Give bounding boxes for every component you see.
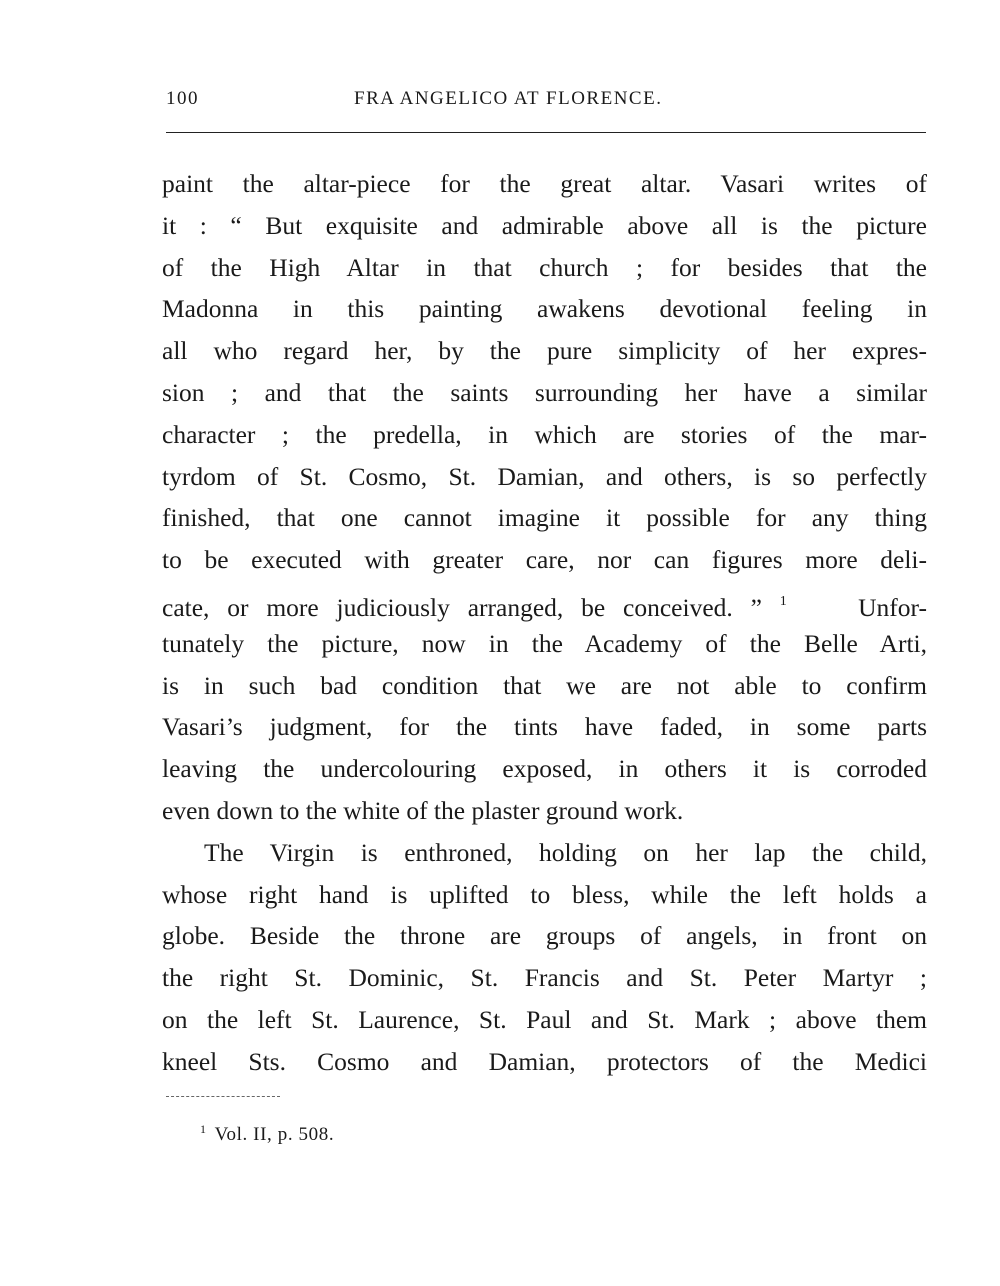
text-line: tyrdom of St. Cosmo, St. Damian, and others, is so perfectly	[162, 461, 927, 491]
footnote-marker: 1	[200, 1122, 207, 1136]
text-segment: Unfor-	[858, 592, 928, 622]
text-line: even down to the white of the plaster ground work.	[162, 795, 684, 825]
text-line: whose right hand is uplifted to bless, while the left holds a	[162, 879, 927, 909]
running-title: FRA ANGELICO AT FLORENCE.	[354, 88, 663, 109]
text-line: the right St. Dominic, St. Francis and St. Peter Martyr ;	[162, 963, 927, 993]
text-line-with-footnote-ref	[162, 581, 927, 623]
text-line: sion ; and that the saints surrounding her have a similar	[162, 377, 927, 407]
text-line: tunately the picture, now in the Academy of the Belle Arti,	[162, 628, 927, 658]
text-line: globe. Beside the throne are groups of angels, in front on	[162, 921, 927, 951]
text-line: paint the altar-piece for the great altar. Vasari writes of	[162, 169, 927, 198]
footnote-rule	[166, 1096, 280, 1097]
footnote	[200, 1122, 334, 1146]
body-text	[162, 163, 927, 1083]
footnote-text: Vol. II, p. 508.	[214, 1124, 335, 1145]
footnote-reference: 1	[779, 593, 787, 609]
text-line: Madonna in this painting awakens devotional feeling in	[162, 294, 927, 324]
text-line: to be executed with greater care, nor can figures more deli-	[162, 545, 927, 575]
text-line: character ; the predella, in which are stories of the mar-	[162, 419, 927, 449]
header-rule	[166, 132, 926, 133]
text-line: on the left St. Laurence, St. Paul and St. Mark ; above them	[162, 1004, 927, 1034]
text-line: it : “ But exquisite and admirable above all is the picture	[162, 210, 927, 240]
text-line: finished, that one cannot imagine it possible for any thing	[162, 503, 927, 533]
text-line: is in such bad condition that we are not able to confirm	[162, 670, 927, 700]
text-line: leaving the undercolouring exposed, in others it is corroded	[162, 754, 927, 784]
text-line: of the High Altar in that church ; for besides that the	[162, 252, 927, 282]
text-line: The Virgin is enthroned, holding on her lap the child,	[204, 837, 927, 867]
text-line: Vasari’s judgment, for the tints have faded, in some parts	[162, 712, 927, 742]
text-line: kneel Sts. Cosmo and Damian, protectors of the Medici	[162, 1046, 927, 1076]
text-segment: cate, or more judiciously arranged, be conceived. ”	[162, 592, 762, 622]
text-line: all who regard her, by the pure simplicity of her expres-	[162, 336, 927, 366]
page-number: 100	[166, 88, 199, 109]
running-head	[166, 88, 926, 118]
